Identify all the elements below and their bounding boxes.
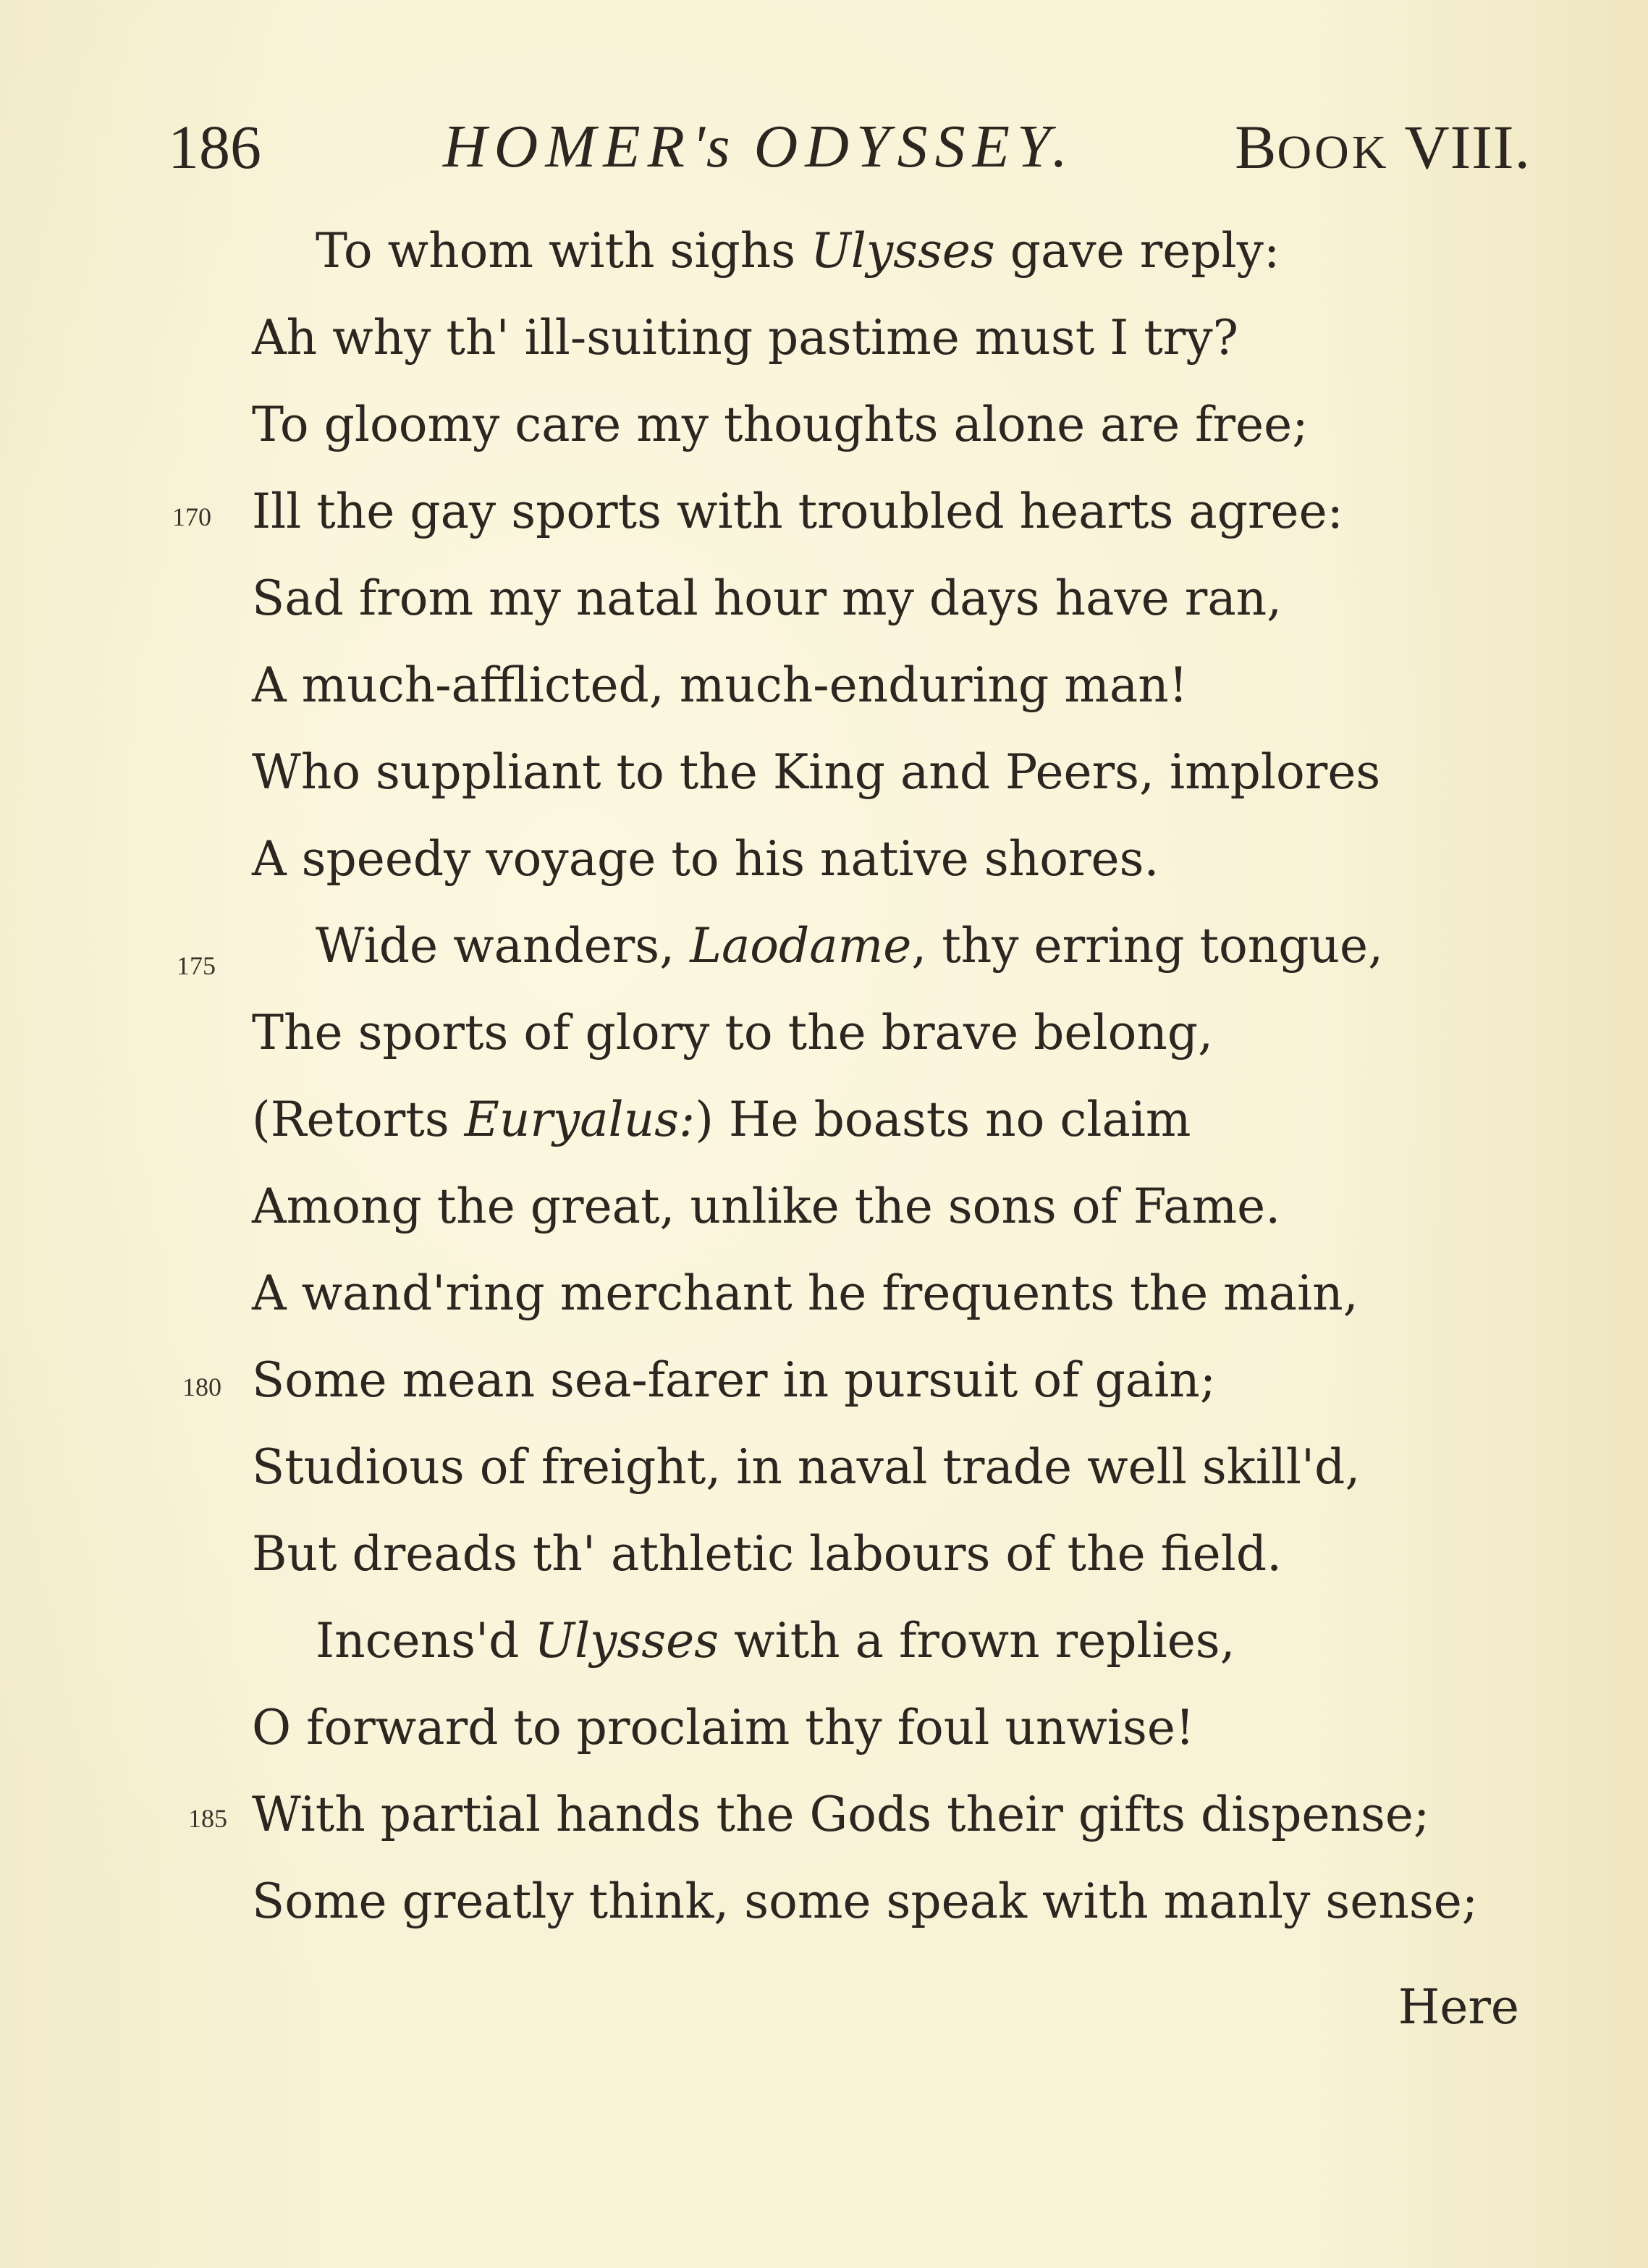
name-ulysses: Ulysses <box>811 223 995 279</box>
verse-line: Some mean sea-farer in pursuit of gain; <box>252 1352 1217 1408</box>
verse-line: Wide wanders, Laodame, thy erring tongue, <box>316 918 1384 974</box>
verse-line: The sports of glory to the brave belong, <box>252 1005 1214 1061</box>
verse-line: (Retorts Euryalus:) He boasts no claim <box>252 1092 1191 1147</box>
name-ulysses: Ulysses <box>534 1613 719 1669</box>
running-title-possessive: 's <box>691 113 732 180</box>
verse-line: But dreads th' athletic labours of the field. <box>252 1526 1283 1582</box>
line-number: 170 <box>172 502 211 531</box>
verse-line: A speedy voyage to his native shores. <box>252 831 1159 887</box>
name-euryalus: Euryalus: <box>464 1092 696 1147</box>
book-label-initial: B <box>1235 112 1277 182</box>
verse-line: Among the great, unlike the sons of Fame. <box>252 1179 1281 1234</box>
verse-line: Ah why th' ill-suiting pastime must I try? <box>252 310 1239 366</box>
verse-line: A wand'ring merchant he frequents the main, <box>252 1265 1358 1321</box>
line-number: 175 <box>177 951 216 980</box>
verse-line: To gloomy care my thoughts alone are free; <box>252 397 1309 452</box>
book-label-smallcaps: OOK <box>1277 126 1390 179</box>
running-title-tail: ODYSSEY. <box>753 113 1075 180</box>
catchword: Here <box>1398 1979 1519 2035</box>
verse-line: To whom with sighs Ulysses gave reply: <box>316 223 1280 279</box>
verse-line: Some greatly think, some speak with manly sense; <box>252 1873 1479 1929</box>
line-number: 185 <box>188 1804 227 1833</box>
verse-line: O forward to proclaim thy foul unwise! <box>252 1700 1195 1755</box>
book-label <box>1235 107 1531 193</box>
verse-line: Studious of freight, in naval trade well skill'd, <box>252 1439 1361 1495</box>
verse-line: With partial hands the Gods their gifts dispense; <box>252 1787 1430 1842</box>
name-laodame: Laodame <box>690 918 912 974</box>
line-number: 180 <box>182 1373 221 1401</box>
book-label-numeral: VIII. <box>1404 112 1531 182</box>
running-title-main: HOMER <box>443 113 692 180</box>
verse-line: Incens'd Ulysses with a frown replies, <box>316 1613 1235 1669</box>
verse-line: Ill the gay sports with troubled hearts agree: <box>252 484 1343 539</box>
page-number: 186 <box>168 112 261 182</box>
running-header <box>0 107 1648 187</box>
running-title <box>443 107 1075 187</box>
verse-line: A much-afflicted, much-enduring man! <box>252 657 1188 713</box>
verse-line: Who suppliant to the King and Peers, implores <box>252 744 1381 800</box>
verse-line: Sad from my natal hour my days have ran, <box>252 570 1283 626</box>
